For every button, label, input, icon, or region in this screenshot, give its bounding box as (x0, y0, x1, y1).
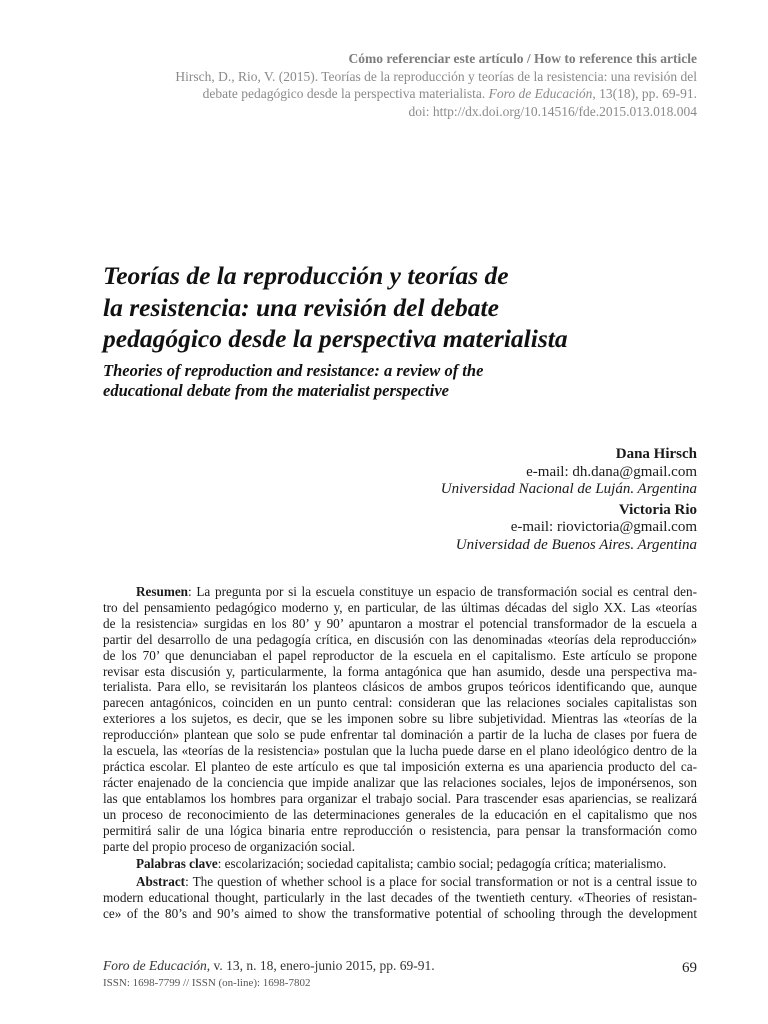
keywords-label: Palabras clave (136, 856, 218, 872)
title-line: educational debate from the materialist perspective (103, 380, 449, 400)
keywords-text: : escolarización; sociedad capitalista; cambio social; pedagogía crítica; materialismo. (217, 856, 667, 872)
resumen-label: Resumen (136, 584, 189, 599)
resumen-line: la escuela, las «teorías de la resistencia» postulan que la lucha puede darse en el plano ideológico dentro de la (103, 743, 697, 759)
citation-heading: Cómo referenciar este artículo / How to reference this article (348, 51, 697, 66)
abstract-section (103, 584, 697, 922)
abstract-line: ce» of the 80’s and 90’s aimed to show the transformative potential of schooling through the development (103, 906, 697, 922)
title-line: pedagógico desde la perspectiva materialista (103, 324, 568, 353)
abstract-paragraph (103, 874, 697, 922)
title-line: Teorías de la reproducción y teorías de (103, 261, 509, 290)
resumen-line: práctica escolar. El planteo de este artículo es que tal imposición externa es una apariencia producto del ca- (103, 758, 697, 774)
resumen-line: permitirá salir de una lógica binaria entre reproducción o resistencia, para pensar la transformación como (103, 822, 697, 838)
resumen-line: revisar esta discusión y, particularmente, la forma antagónica que han asumido, desde una perspectiva ma- (103, 663, 697, 679)
authors-block (277, 446, 697, 557)
page-footer (103, 958, 697, 989)
citation-journal: Foro de Educación (488, 86, 593, 101)
footer-journal-name: Foro de Educación (103, 958, 207, 973)
author-affiliation: Universidad Nacional de Luján. Argentina (440, 481, 697, 497)
resumen-line: de la resistencia» surgidas en los 80’ y 90’ apuntaron a mostrar el potencial transformador de la escuela a (103, 615, 697, 631)
abstract-line: modern educational thought, particularly in the last decades of the twentieth century. «Theories of resistan- (103, 890, 697, 906)
abstract-line (103, 874, 697, 890)
resumen-line (103, 584, 697, 600)
citation-text: , 13(18), pp. 69-91. (592, 86, 697, 101)
page-number: 69 (682, 960, 697, 976)
abstract-label: Abstract (136, 874, 186, 890)
resumen-line: parte del propio proceso de organización social. (103, 838, 356, 854)
title-block (103, 260, 703, 401)
keywords-line (103, 856, 697, 872)
resumen-text: : La pregunta por si la escuela constituye un espacio de transformación social es central den- (188, 584, 697, 599)
author-affiliation: Universidad de Buenos Aires. Argentina (455, 536, 697, 553)
author-name: Dana Hirsch (615, 446, 697, 462)
citation-doi[interactable]: doi: http://dx.doi.org/10.14516/fde.2015.013.018.004 (408, 103, 697, 119)
resumen-line: de los 70’ que denunciaban el papel reproductor de la escuela en el capitalismo. Este artículo se propone (103, 647, 697, 663)
author (277, 446, 697, 499)
footer-issn: ISSN: 1698-7799 // ISSN (on-line): 1698-7802 (103, 977, 311, 989)
author-email[interactable]: e-mail: dh.dana@gmail.com (526, 463, 697, 480)
resumen-line: parecen antagónicos, coinciden en un punto central: consideran que las relaciones sociales capitalistas son (103, 695, 697, 711)
resumen-line: terialista. Para ello, se revisitarán los planteos clásicos de ambos grupos teóricos identificando que, aunque (103, 679, 697, 695)
resumen-line: reproducción» plantean que solo se pude enfrentar tal dominación a partir de la lucha de clases por fuera de (103, 727, 697, 743)
title-line: la resistencia: una revisión del debate (103, 292, 499, 322)
keywords-paragraph (103, 856, 697, 872)
citation-line (97, 85, 697, 103)
resumen-line: rácter enajenado de la conciencia que impide analizar que las relaciones sociales, lejos de imponérsenos, son (103, 774, 697, 790)
citation-block (97, 50, 697, 120)
footer-journal-details: , v. 13, n. 18, enero-junio 2015, pp. 69-91. (206, 958, 435, 973)
author (277, 502, 697, 555)
footer-journal-info (103, 958, 697, 974)
resumen-line: tro del pensamiento pedagógico moderno y, en particular, de las últimas décadas del siglo XX. Las «teorías (103, 599, 697, 615)
article-title-spanish (103, 260, 703, 355)
resumen-line: las que entablamos los hombres para organizar el trabajo social. Para trascender esas apariencias, se realizará (103, 790, 697, 806)
author-email[interactable]: e-mail: riovictoria@gmail.com (510, 519, 697, 535)
author-name: Victoria Rio (618, 501, 697, 518)
resumen-line: un proceso de reconocimiento de las determinaciones generales de la educación en el capitalismo que nos (103, 806, 697, 822)
resumen-paragraph (103, 584, 697, 854)
citation-text: debate pedagógico desde la perspectiva materialista. (202, 86, 486, 101)
article-title-english (103, 361, 703, 401)
resumen-line: partir del desarrollo de una pedagogía crítica, en discusión con las denominadas «teorías dela reproducción» (103, 631, 697, 647)
title-line: Theories of reproduction and resistance: a review of the (103, 360, 484, 380)
resumen-line: exteriores a los sujetos, es decir, que se les imponen sobre su libre subjetividad. Mientras las «teorías de la (103, 711, 697, 727)
citation-line: Hirsch, D., Rio, V. (2015). Teorías de la reproducción y teorías de la resistencia: una revisión del (175, 68, 697, 84)
abstract-text: : The question of whether school is a place for social transformation or not is a central issue to (185, 874, 697, 890)
